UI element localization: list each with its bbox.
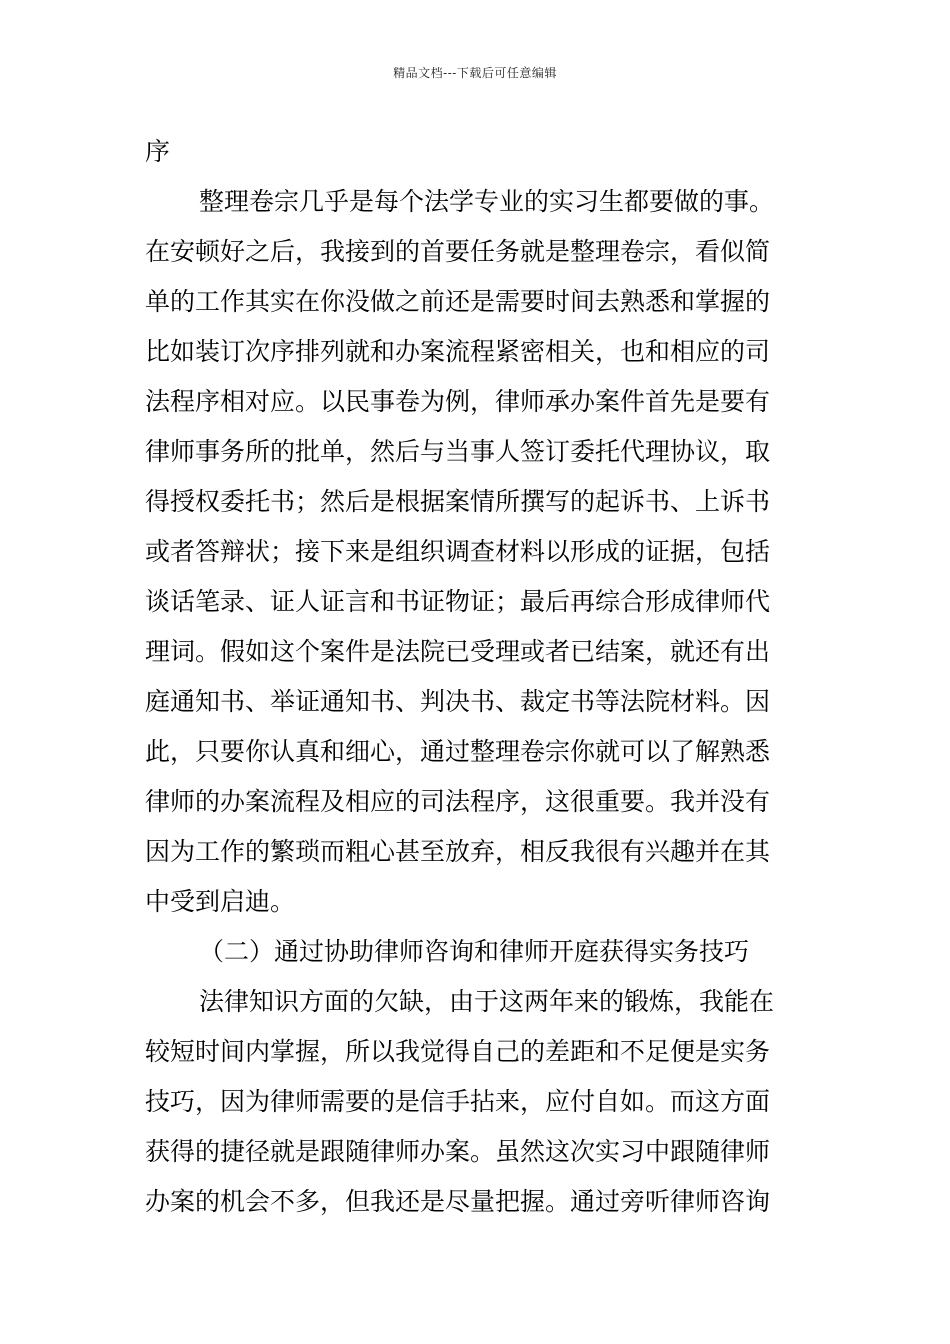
text-line: 律师的办案流程及相应的司法程序，这很重要。我并没有 (145, 787, 771, 816)
text-line: 法程序相对应。以民事卷为例，律师承办案件首先是要有 (145, 387, 771, 416)
text-line: 办案的机会不多，但我还是尽量把握。通过旁听律师咨询 (145, 1187, 771, 1216)
page-header: 精品文档---下载后可任意编辑 (393, 66, 557, 80)
text-line: 中受到启迪。 (145, 887, 296, 916)
text-line: 较短时间内掌握，所以我觉得自己的差距和不足便是实务 (145, 1037, 771, 1066)
text-line: 或者答辩状；接下来是组织调查材料以形成的证据，包括 (145, 537, 771, 566)
text-line: 庭通知书、举证通知书、判决书、裁定书等法院材料。因 (145, 687, 771, 716)
text-line: 理词。假如这个案件是法院已受理或者已结案，就还有出 (145, 637, 771, 666)
document-body (145, 127, 807, 1227)
text-line: 单的工作其实在你没做之前还是需要时间去熟悉和掌握的 (145, 287, 771, 316)
text-line: 在安顿好之后，我接到的首要任务就是整理卷宗，看似简 (145, 237, 771, 266)
text-line: 此，只要你认真和细心，通过整理卷宗你就可以了解熟悉 (145, 737, 771, 766)
text-line: 获得的捷径就是跟随律师办案。虽然这次实习中跟随律师 (145, 1137, 771, 1166)
text-line: 序 (145, 137, 171, 166)
section-heading: （二）通过协助律师咨询和律师开庭获得实务技巧 (199, 937, 750, 966)
text-line: 律师事务所的批单，然后与当事人签订委托代理协议，取 (145, 437, 771, 466)
text-line: 技巧，因为律师需要的是信手拈来，应付自如。而这方面 (145, 1087, 771, 1116)
text-line: 比如装订次序排列就和办案流程紧密相关，也和相应的司 (145, 337, 771, 366)
text-line: 谈话笔录、证人证言和书证物证；最后再综合形成律师代 (145, 587, 771, 616)
text-line: 因为工作的繁琐而粗心甚至放弃，相反我很有兴趣并在其 (145, 837, 771, 866)
paragraph-start-line: 法律知识方面的欠缺，由于这两年来的锻炼，我能在 (199, 987, 775, 1016)
text-line: 得授权委托书；然后是根据案情所撰写的起诉书、上诉书 (145, 487, 771, 516)
paragraph-start-line: 整理卷宗几乎是每个法学专业的实习生都要做的事。 (199, 187, 775, 216)
